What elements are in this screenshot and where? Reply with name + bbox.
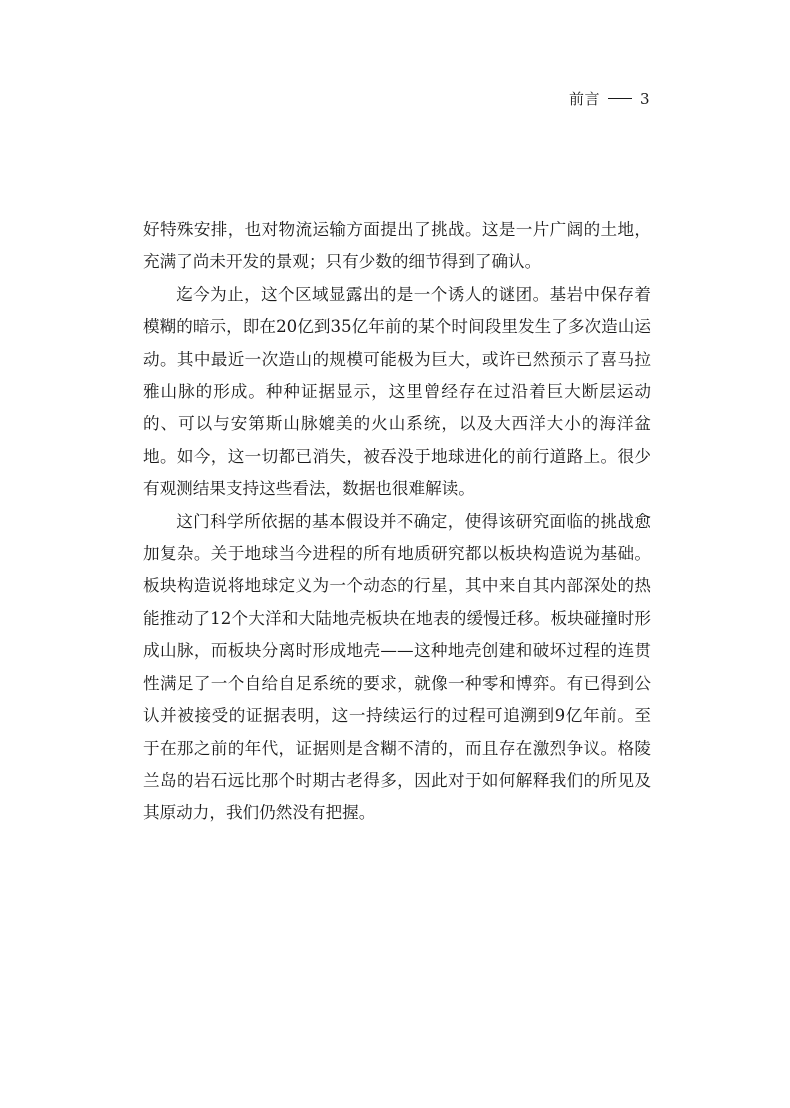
page-number: 3 — [639, 89, 650, 108]
paragraph-continued: 好特殊安排，也对物流运输方面提出了挑战。这是一片广阔的土地，充满了尚未开发的景观；只有少数的细节得到了确认。 — [143, 220, 651, 272]
running-header-section: 前言 — [568, 90, 600, 108]
running-header — [569, 88, 650, 109]
paragraph: 这门科学所依据的基本假设并不确定，使得该研究面临的挑战愈加复杂。关于地球当今进程的所有地质研究都以板块构造说为基础。板块构造说将地球定义为一个动态的行星，其中来自其内部深处的热能推动了12个大洋和大陆地壳板块在地表的缓慢迁移。板块碰撞时形成山脉，而板块分离时形成地壳——这种地壳创建和破坏过程的连贯性满足了一个自给自足系统的要求，就像一种零和博弈。有已得到公认并被接受的证据表明，这一持续运行的过程可追溯到9亿年前。至于在那之前的年代，证据则是含糊不清的，而且存在激烈争议。格陵兰岛的岩石远比那个时期古老得多，因此对于如何解释我们的所见及其原动力，我们仍然没有把握。 — [143, 511, 651, 823]
paragraph: 迄今为止，这个区域显露出的是一个诱人的谜团。基岩中保存着模糊的暗示，即在20亿到35亿年前的某个时间段里发生了多次造山运动。其中最近一次造山的规模可能极为巨大，或许已然预示了喜马拉雅山脉的形成。种种证据显示，这里曾经存在过沿着巨大断层运动的、可以与安第斯山脉媲美的火山系统，以及大西洋大小的海洋盆地。如今，这一切都已消失，被吞没于地球进化的前行道路上。很少有观测结果支持这些看法，数据也很难解读。 — [143, 284, 651, 499]
body-text — [143, 214, 651, 830]
header-dash-rule — [608, 98, 632, 99]
